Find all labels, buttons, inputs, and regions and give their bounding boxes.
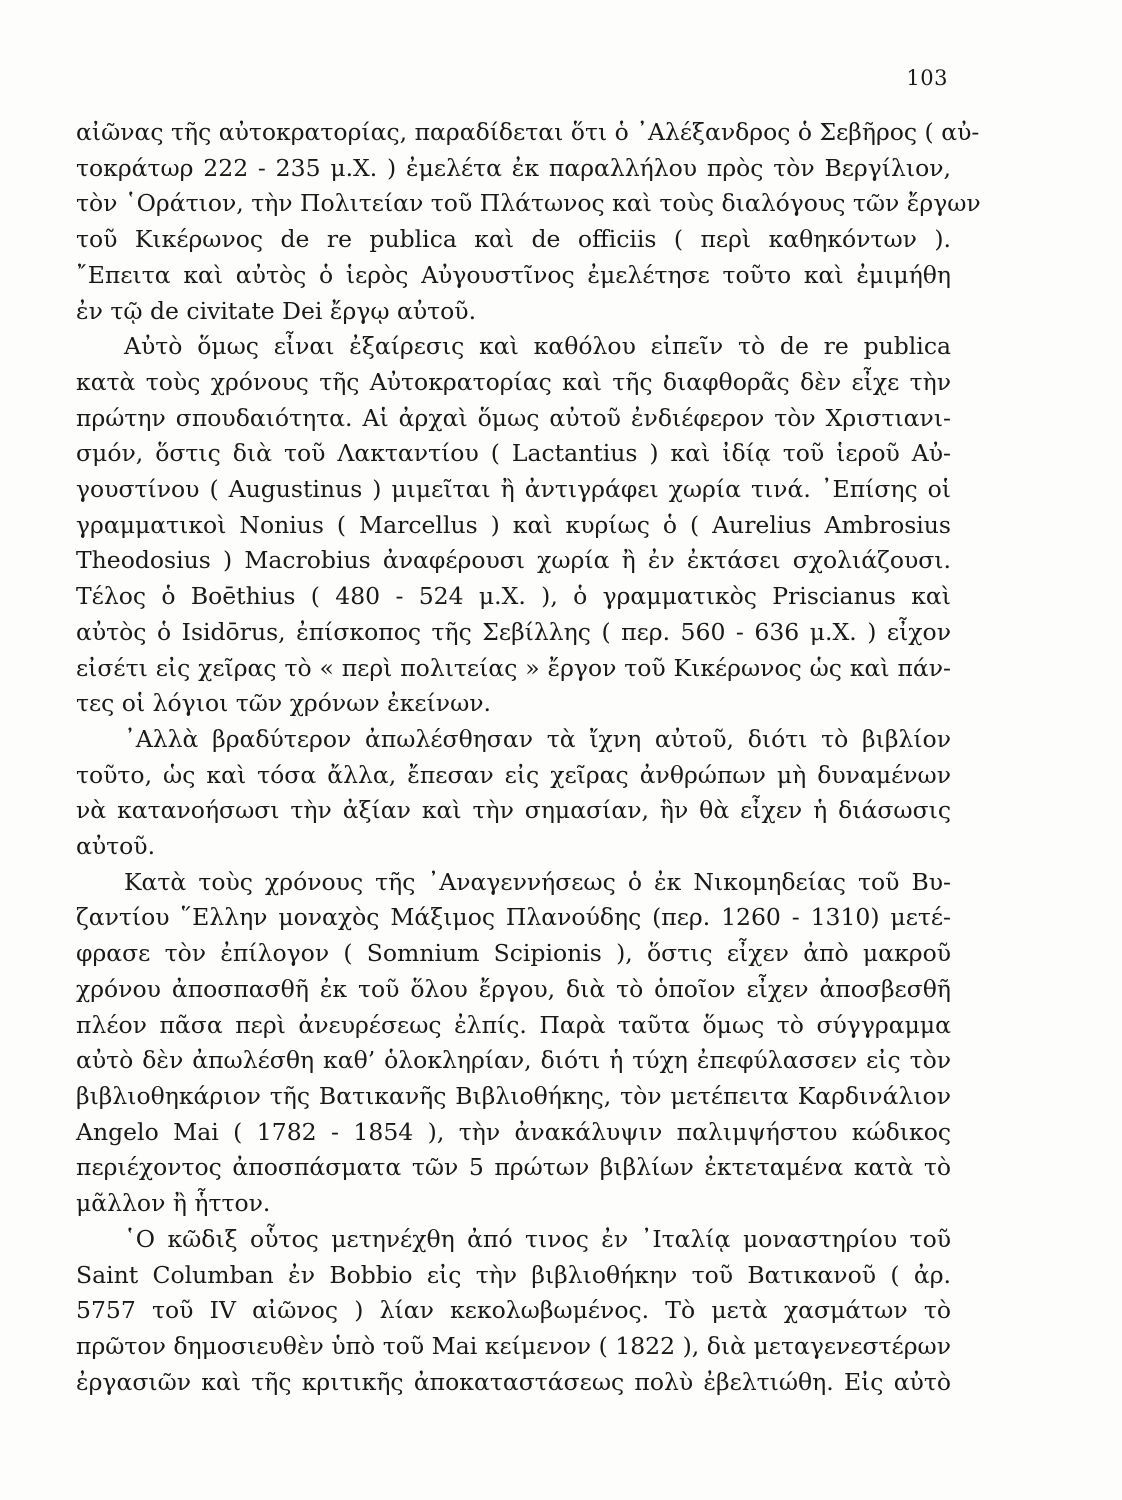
text-line: πρώτην σπουδαιότητα. Αἱ ἀρχαὶ ὅμως αὐτοῦ ἐνδιέφερον τὸν Χριστιανι- xyxy=(76,403,951,432)
text-line: τὸν ῾Οράτιον, τὴν Πολιτείαν τοῦ Πλάτωνος καὶ τοὺς διαλόγους τῶν ἔργων xyxy=(76,189,981,218)
text-line: Κατὰ τοὺς χρόνους τῆς ᾿Αναγεννήσεως ὁ ἐκ Νικομηδείας τοῦ Βυ- xyxy=(124,867,951,896)
text-line: αὐτοῦ. xyxy=(76,832,156,861)
text-line: τοῦ Κικέρωνος de re publica καὶ de officiis ( περὶ καθηκόντων ). xyxy=(76,225,951,254)
text-line: νὰ κατανοήσωσι τὴν ἀξίαν καὶ τὴν σημασίαν, ἣν θὰ εἶχεν ἡ διάσωσις xyxy=(76,796,951,825)
text-line: πλέον πᾶσα περὶ ἀνευρέσεως ἐλπίς. Παρὰ ταῦτα ὅμως τὸ σύγγραμμα xyxy=(76,1010,951,1039)
paragraph-4 xyxy=(76,865,951,1222)
text-line: φρασε τὸν ἐπίλογον ( Somnium Scipionis ), ὅστις εἶχεν ἀπὸ μακροῦ xyxy=(76,939,951,968)
text-line: μᾶλλον ἢ ἧττον. xyxy=(76,1189,271,1218)
text-line: αἰῶνας τῆς αὐτοκρατορίας, παραδίδεται ὅτι ὁ ᾿Αλέξανδρος ὁ Σεβῆρος ( αὐ- xyxy=(76,118,980,146)
text-line: σμόν, ὅστις διὰ τοῦ Λακταντίου ( Lactantius ) καὶ ἰδίᾳ τοῦ ἱεροῦ Αὐ- xyxy=(76,439,951,468)
text-line: γουστίνου ( Augustinus ) μιμεῖται ἢ ἀντιγράφει χωρία τινά. ᾿Επίσης οἱ xyxy=(76,475,951,504)
text-line: ζαντίου ῞Ελλην μοναχὸς Μάξιμος Πλανούδης (περ. 1260 - 1310) μετέ- xyxy=(76,903,951,932)
text-line: περιέχοντος ἀποσπάσματα τῶν 5 πρώτων βιβλίων ἐκτεταμένα κατὰ τὸ xyxy=(76,1153,951,1182)
paragraph-5 xyxy=(76,1222,951,1401)
body-text xyxy=(76,115,981,1400)
text-line: τες οἱ λόγιοι τῶν χρόνων ἐκείνων. xyxy=(76,689,491,718)
text-line: Αὐτὸ ὅμως εἶναι ἐξαίρεσις καὶ καθόλου εἰπεῖν τὸ de re publica xyxy=(124,332,951,361)
text-line: βιβλιοθηκάριον τῆς Βατικανῆς Βιβλιοθήκης, τὸν μετέπειτα Καρδινάλιον xyxy=(76,1081,951,1110)
text-line: ῎Επειτα καὶ αὐτὸς ὁ ἱερὸς Αὐγουστῖνος ἐμελέτησε τοῦτο καὶ ἐμιμήθη xyxy=(76,260,951,289)
text-line: Saint Columban ἐν Bobbio εἰς τὴν βιβλιοθήκην τοῦ Βατικανοῦ ( ἀρ. xyxy=(76,1260,951,1289)
text-line: αὐτὸ δὲν ἀπωλέσθη καθ’ ὁλοκληρίαν, διότι ἡ τύχη ἐπεφύλασσεν εἰς τὸν xyxy=(76,1046,951,1075)
page-number: 103 xyxy=(906,66,948,90)
text-line: χρόνου ἀποσπασθῆ ἐκ τοῦ ὅλου ἔργου, διὰ τὸ ὁποῖον εἶχεν ἀποσβεσθῆ xyxy=(76,974,951,1003)
text-line: τοκράτωρ 222 - 235 μ.Χ. ) ἐμελέτα ἐκ παραλλήλου πρὸς τὸν Βεργίλιον, xyxy=(76,153,951,182)
text-line: 5757 τοῦ IV αἰῶνος ) λίαν κεκολωβωμένος. Τὸ μετὰ χασμάτων τὸ xyxy=(76,1296,951,1325)
text-line: ῾Ο κῶδιξ οὗτος μετηνέχθη ἀπό τινος ἐν ᾿Ιταλίᾳ μοναστηρίου τοῦ xyxy=(124,1224,951,1253)
text-line: Theodosius ) Macrobius ἀναφέρουσι χωρία ἢ ἐν ἐκτάσει σχολιάζουσι. xyxy=(76,546,951,575)
text-line: τοῦτο, ὡς καὶ τόσα ἄλλα, ἔπεσαν εἰς χεῖρας ἀνθρώπων μὴ δυναμένων xyxy=(76,760,951,789)
text-line: κατὰ τοὺς χρόνους τῆς Αὐτοκρατορίας καὶ τῆς διαφθορᾶς δὲν εἶχε τὴν xyxy=(76,367,951,396)
text-line: ᾿Αλλὰ βραδύτερον ἀπωλέσθησαν τὰ ἴχνη αὐτοῦ, διότι τὸ βιβλίον xyxy=(124,724,951,753)
text-line: ἐν τῷ de civitate Dei ἔργῳ αὐτοῦ. xyxy=(76,296,477,325)
paragraph-1 xyxy=(76,115,981,329)
text-line: γραμματικοὶ Nonius ( Marcellus ) καὶ κυρίως ὁ ( Aurelius Ambrosius xyxy=(76,510,951,539)
text-line: ἐργασιῶν καὶ τῆς κριτικῆς ἀποκαταστάσεως πολὺ ἐβελτιώθη. Εἰς αὐτὸ xyxy=(76,1367,951,1396)
text-line: αὐτὸς ὁ Isidōrus, ἐπίσκοπος τῆς Σεβίλλης ( περ. 560 - 636 μ.Χ. ) εἶχον xyxy=(76,617,951,646)
text-line: εἰσέτι εἰς χεῖρας τὸ « περὶ πολιτείας » ἔργον τοῦ Κικέρωνος ὡς καὶ πάν- xyxy=(76,653,951,682)
text-line: Τέλος ὁ Boēthius ( 480 - 524 μ.Χ. ), ὁ γραμματικὸς Priscianus καὶ xyxy=(76,582,951,611)
paragraph-3 xyxy=(76,722,951,865)
text-line: πρῶτον δημοσιευθὲν ὑπὸ τοῦ Mai κείμενον ( 1822 ), διὰ μεταγενεστέρων xyxy=(76,1331,951,1360)
text-line: Angelo Mai ( 1782 - 1854 ), τὴν ἀνακάλυψιν παλιμψήστου κώδικος xyxy=(76,1117,951,1146)
paragraph-2 xyxy=(76,329,951,722)
